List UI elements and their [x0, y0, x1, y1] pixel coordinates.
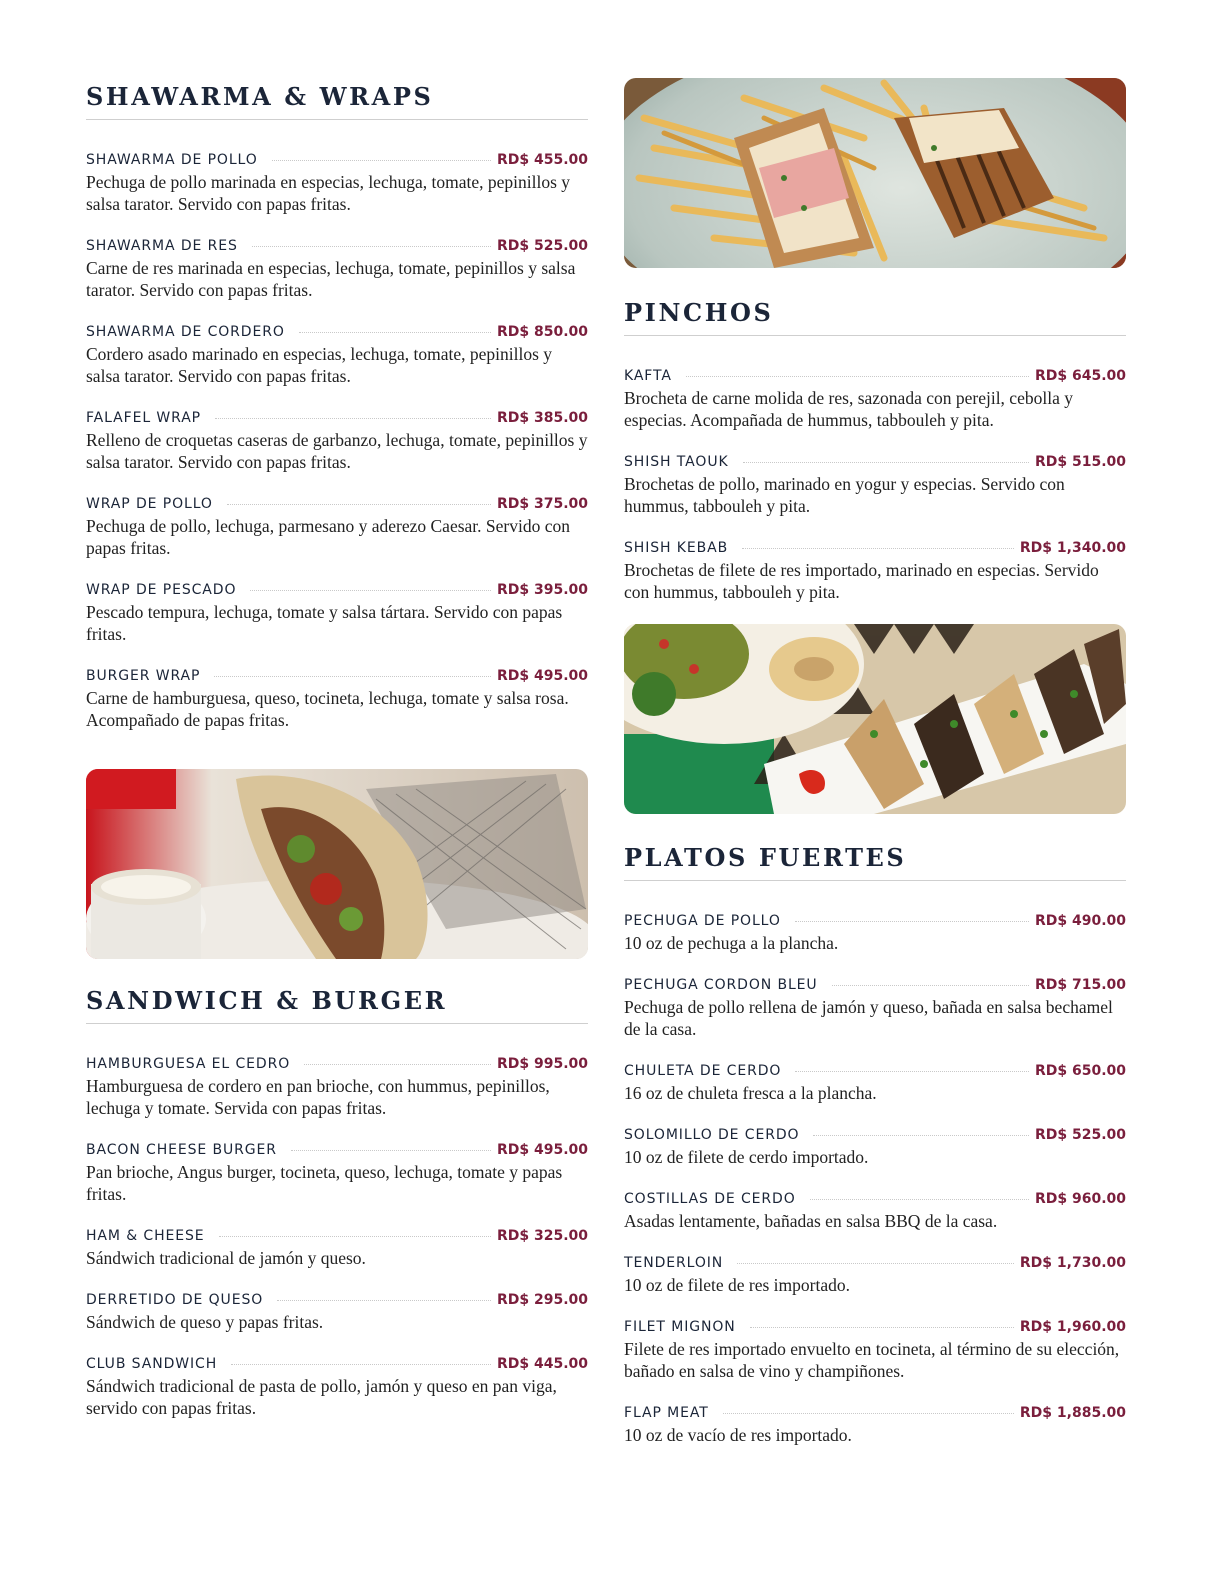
- leader-dots: [231, 1364, 491, 1365]
- menu-item: [86, 668, 588, 731]
- leader-dots: [215, 418, 491, 419]
- menu-item: [86, 1292, 588, 1333]
- leader-dots: [299, 332, 491, 333]
- menu-item: [624, 1191, 1126, 1232]
- menu-item: [86, 152, 588, 215]
- menu-item: [86, 1142, 588, 1205]
- menu-item: [624, 540, 1126, 603]
- item-name: SHAWARMA DE POLLO: [86, 152, 258, 168]
- item-price: RD$ 395.00: [496, 582, 588, 598]
- menu-item: [624, 1127, 1126, 1168]
- leader-dots: [227, 504, 491, 505]
- item-name: KAFTA: [624, 368, 672, 384]
- section-sandwich-burger: [86, 986, 588, 1419]
- leader-dots: [272, 160, 491, 161]
- menu-item: [624, 977, 1126, 1040]
- item-price: RD$ 495.00: [496, 668, 588, 684]
- item-name: DERRETIDO DE QUESO: [86, 1292, 264, 1308]
- item-description: Filete de res importado envuelto en tocineta, al término de su elección, bañado en salsa de vino y champiñones.: [624, 1339, 1120, 1381]
- menu-item: [624, 1405, 1126, 1446]
- menu-item: [624, 454, 1126, 517]
- left-column-lower: [86, 986, 588, 1419]
- leader-dots: [810, 1199, 1029, 1200]
- item-name: CLUB SANDWICH: [86, 1356, 218, 1372]
- item-price: RD$ 645.00: [1034, 368, 1126, 384]
- item-price: RD$ 455.00: [496, 152, 588, 168]
- item-description: Relleno de croquetas caseras de garbanzo, lechuga, tomate, pepinillos y salsa tarator. Servido con papas fritas.: [86, 430, 588, 472]
- right-column: [624, 298, 1126, 603]
- left-column: [86, 82, 588, 731]
- item-description: Pan brioche, Angus burger, tocineta, queso, lechuga, tomate y papas fritas.: [86, 1162, 563, 1204]
- item-price: RD$ 385.00: [496, 410, 588, 426]
- section-shawarma-wraps: [86, 82, 588, 731]
- item-description: 10 oz de filete de res importado.: [624, 1275, 850, 1295]
- item-name: PECHUGA CORDON BLEU: [624, 977, 818, 993]
- item-name: TENDERLOIN: [624, 1255, 724, 1271]
- leader-dots: [742, 548, 1014, 549]
- item-price: RD$ 715.00: [1034, 977, 1126, 993]
- item-price: RD$ 1,885.00: [1019, 1405, 1126, 1421]
- leader-dots: [291, 1150, 491, 1151]
- item-name: FILET MIGNON: [624, 1319, 736, 1335]
- item-description: 10 oz de filete de cerdo importado.: [624, 1147, 869, 1167]
- item-description: Pescado tempura, lechuga, tomate y salsa tártara. Servido con papas fritas.: [86, 602, 563, 644]
- section-pinchos: [624, 298, 1126, 603]
- item-description: 10 oz de pechuga a la plancha.: [624, 933, 839, 953]
- item-description: Brochetas de filete de res importado, marinado en especias. Servido con hummus, tabbouleh y pita.: [624, 560, 1099, 602]
- item-description: Sándwich tradicional de pasta de pollo, jamón y queso en pan viga, servido con papas fritas.: [86, 1376, 557, 1418]
- item-name: SHISH TAOUK: [624, 454, 729, 470]
- leader-dots: [252, 246, 491, 247]
- item-name: PECHUGA DE POLLO: [624, 913, 781, 929]
- item-name: BURGER WRAP: [86, 668, 201, 684]
- item-description: Cordero asado marinado en especias, lechuga, tomate, pepinillos y salsa tarator. Servido con papas fritas.: [86, 344, 553, 386]
- leader-dots: [250, 590, 491, 591]
- leader-dots: [795, 1071, 1029, 1072]
- menu-item: [86, 1056, 588, 1119]
- item-name: SHAWARMA DE CORDERO: [86, 324, 285, 340]
- leader-dots: [813, 1135, 1029, 1136]
- menu-item: [624, 913, 1126, 954]
- leader-dots: [737, 1263, 1014, 1264]
- item-price: RD$ 295.00: [496, 1292, 588, 1308]
- section-platos-fuertes: [624, 843, 1126, 1446]
- item-description: Pechuga de pollo marinada en especias, lechuga, tomate, pepinillos y salsa tarator. Servido con papas fritas.: [86, 172, 571, 214]
- item-price: RD$ 1,340.00: [1019, 540, 1126, 556]
- item-name: FALAFEL WRAP: [86, 410, 202, 426]
- right-column-lower: [624, 843, 1126, 1446]
- leader-dots: [214, 676, 491, 677]
- item-description: Brocheta de carne molida de res, sazonada con perejil, cebolla y especias. Acompañada de hummus, tabbouleh y pita.: [624, 388, 1073, 430]
- item-name: BACON CHEESE BURGER: [86, 1142, 277, 1158]
- section-title-platos: PLATOS FUERTES: [624, 843, 1126, 881]
- item-price: RD$ 375.00: [496, 496, 588, 512]
- item-description: Brochetas de pollo, marinado en yogur y especias. Servido con hummus, tabbouleh y pita.: [624, 474, 1065, 516]
- leader-dots: [219, 1236, 491, 1237]
- item-name: SHAWARMA DE RES: [86, 238, 238, 254]
- item-description: Sándwich de queso y papas fritas.: [86, 1312, 324, 1332]
- leader-dots: [304, 1064, 491, 1065]
- item-price: RD$ 1,960.00: [1019, 1319, 1126, 1335]
- shawarma-wrap-photo: [86, 769, 588, 959]
- item-price: RD$ 445.00: [496, 1356, 588, 1372]
- item-name: COSTILLAS DE CERDO: [624, 1191, 796, 1207]
- menu-item: [86, 496, 588, 559]
- item-price: RD$ 490.00: [1034, 913, 1126, 929]
- item-price: RD$ 650.00: [1034, 1063, 1126, 1079]
- menu-item: [624, 1319, 1126, 1382]
- menu-item: [86, 410, 588, 473]
- item-price: RD$ 325.00: [496, 1228, 588, 1244]
- section-title-sandwich: SANDWICH & BURGER: [86, 986, 588, 1024]
- item-name: SHISH KEBAB: [624, 540, 729, 556]
- menu-item: [624, 1255, 1126, 1296]
- leader-dots: [750, 1327, 1014, 1328]
- menu-item: [86, 324, 588, 387]
- leader-dots: [743, 462, 1029, 463]
- item-description: Sándwich tradicional de jamón y queso.: [86, 1248, 366, 1268]
- leader-dots: [795, 921, 1029, 922]
- leader-dots: [277, 1300, 491, 1301]
- item-description: Pechuga de pollo rellena de jamón y queso, bañada en salsa bechamel de la casa.: [624, 997, 1113, 1039]
- item-description: Carne de hamburguesa, queso, tocineta, lechuga, tomate y salsa rosa. Acompañado de papas fritas.: [86, 688, 569, 730]
- item-name: SOLOMILLO DE CERDO: [624, 1127, 800, 1143]
- section-title-shawarma: SHAWARMA & WRAPS: [86, 82, 588, 120]
- item-name: CHULETA DE CERDO: [624, 1063, 782, 1079]
- item-description: 10 oz de vacío de res importado.: [624, 1425, 852, 1445]
- item-description: Pechuga de pollo, lechuga, parmesano y aderezo Caesar. Servido con papas fritas.: [86, 516, 570, 558]
- item-name: HAMBURGUESA EL CEDRO: [86, 1056, 291, 1072]
- item-price: RD$ 960.00: [1034, 1191, 1126, 1207]
- item-price: RD$ 525.00: [496, 238, 588, 254]
- item-description: Carne de res marinada en especias, lechuga, tomate, pepinillos y salsa tarator. Servido con papas fritas.: [86, 258, 576, 300]
- item-name: WRAP DE PESCADO: [86, 582, 237, 598]
- item-price: RD$ 850.00: [496, 324, 588, 340]
- menu-item: [86, 582, 588, 645]
- sandwich-with-fries-photo: [624, 78, 1126, 268]
- item-description: Asadas lentamente, bañadas en salsa BBQ de la casa.: [624, 1211, 998, 1231]
- menu-item: [624, 368, 1126, 431]
- leader-dots: [686, 376, 1029, 377]
- shawarma-items: [86, 152, 588, 731]
- leader-dots: [723, 1413, 1014, 1414]
- menu-item: [86, 238, 588, 301]
- menu-item: [624, 1063, 1126, 1104]
- menu-item: [86, 1356, 588, 1419]
- item-name: FLAP MEAT: [624, 1405, 709, 1421]
- item-price: RD$ 515.00: [1034, 454, 1126, 470]
- item-price: RD$ 1,730.00: [1019, 1255, 1126, 1271]
- item-name: WRAP DE POLLO: [86, 496, 213, 512]
- item-price: RD$ 525.00: [1034, 1127, 1126, 1143]
- menu-item: [86, 1228, 588, 1269]
- leader-dots: [832, 985, 1029, 986]
- item-description: Hamburguesa de cordero en pan brioche, con hummus, pepinillos, lechuga y tomate. Servida con papas fritas.: [86, 1076, 550, 1118]
- item-price: RD$ 495.00: [496, 1142, 588, 1158]
- section-title-pinchos: PINCHOS: [624, 298, 1126, 336]
- item-name: HAM & CHEESE: [86, 1228, 205, 1244]
- item-price: RD$ 995.00: [496, 1056, 588, 1072]
- item-description: 16 oz de chuleta fresca a la plancha.: [624, 1083, 877, 1103]
- skewers-platter-photo: [624, 624, 1126, 814]
